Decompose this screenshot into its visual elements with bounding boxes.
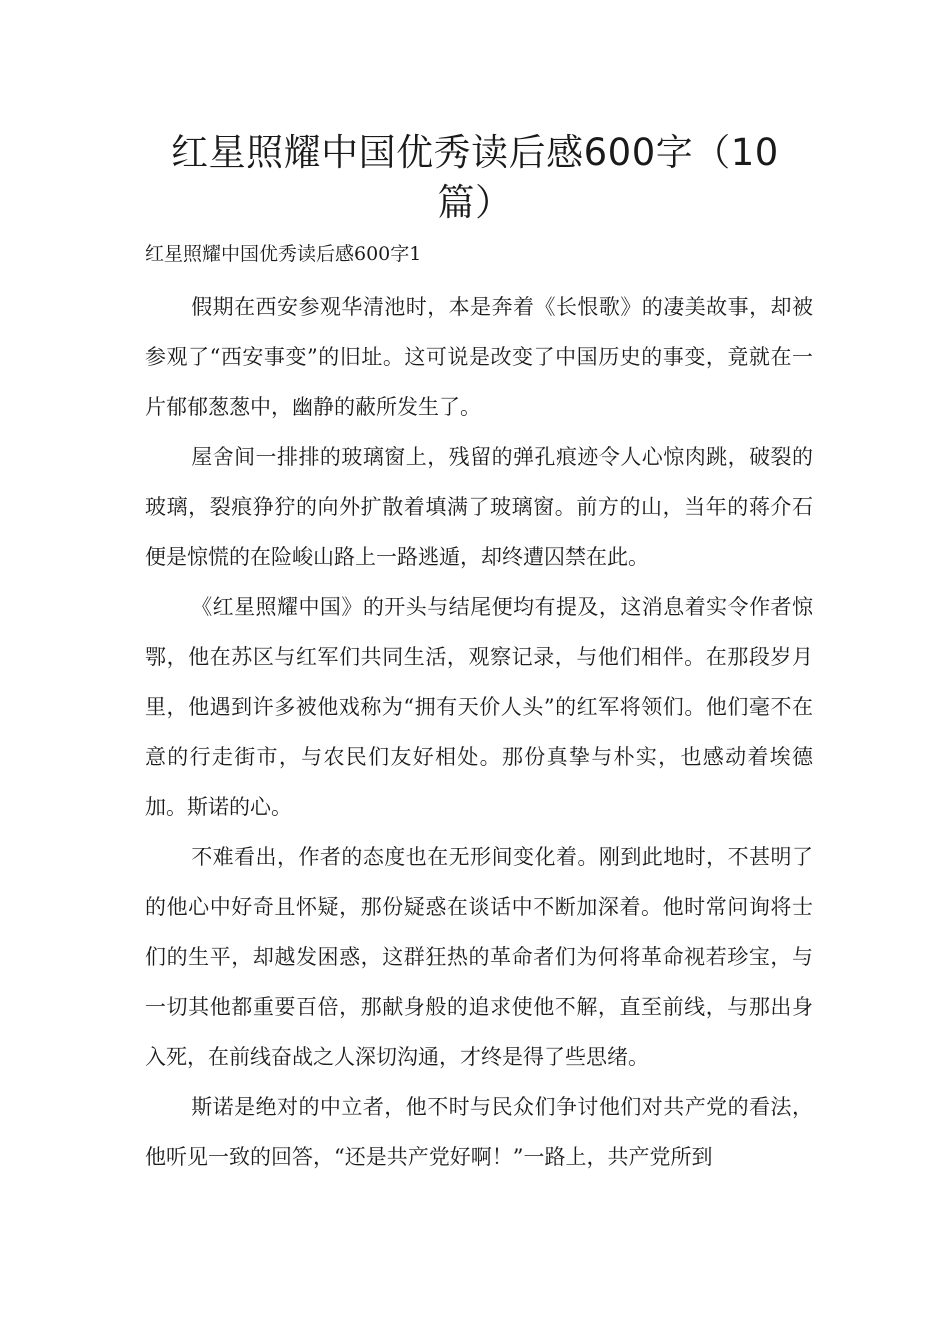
document-title: 红星照耀中国优秀读后感600字（10篇） [171, 131, 779, 224]
paragraph-2: 屋舍间一排排的玻璃窗上，残留的弹孔痕迹令人心惊肉跳，破裂的玻璃，裂痕狰狞的向外扩散着填满了玻璃窗。前方的山，当年的蒋介石便是惊慌的在险峻山路上一路逃遁，却终遭囚禁在此。 [145, 445, 813, 569]
section-heading: 红星照耀中国优秀读后感600字1 [145, 243, 422, 265]
paragraph-1: 假期在西安参观华清池时，本是奔着《长恨歌》的凄美故事，却被参观了“西安事变”的旧址。这可说是改变了中国历史的事变，竟就在一片郁郁葱葱中，幽静的蔽所发生了。 [145, 295, 813, 419]
paragraph-3: 《红星照耀中国》的开头与结尾便均有提及，这消息着实令作者惊鄂，他在苏区与红军们共同生活，观察记录，与他们相伴。在那段岁月里，他遇到许多被他戏称为“拥有天价人头”的红军将领们。他们毫不在意的行走街市，与农民们友好相处。那份真挚与朴实，也感动着埃德加。斯诺的心。 [145, 595, 813, 819]
paragraph-5: 斯诺是绝对的中立者，他不时与民众们争讨他们对共产党的看法，他听见一致的回答，“还是共产党好啊！”一路上，共产党所到 [145, 1095, 813, 1169]
paragraph-4: 不难看出，作者的态度也在无形间变化着。刚到此地时，不甚明了的他心中好奇且怀疑，那份疑惑在谈话中不断加深着。他时常问询将士们的生平，却越发困惑，这群狂热的革命者们为何将革命视若珍宝，与一切其他都重要百倍，那献身般的追求使他不解，直至前线，与那出身入死，在前线奋战之人深切沟通，才终是得了些思绪。 [145, 845, 813, 1069]
document-body [145, 282, 813, 1182]
